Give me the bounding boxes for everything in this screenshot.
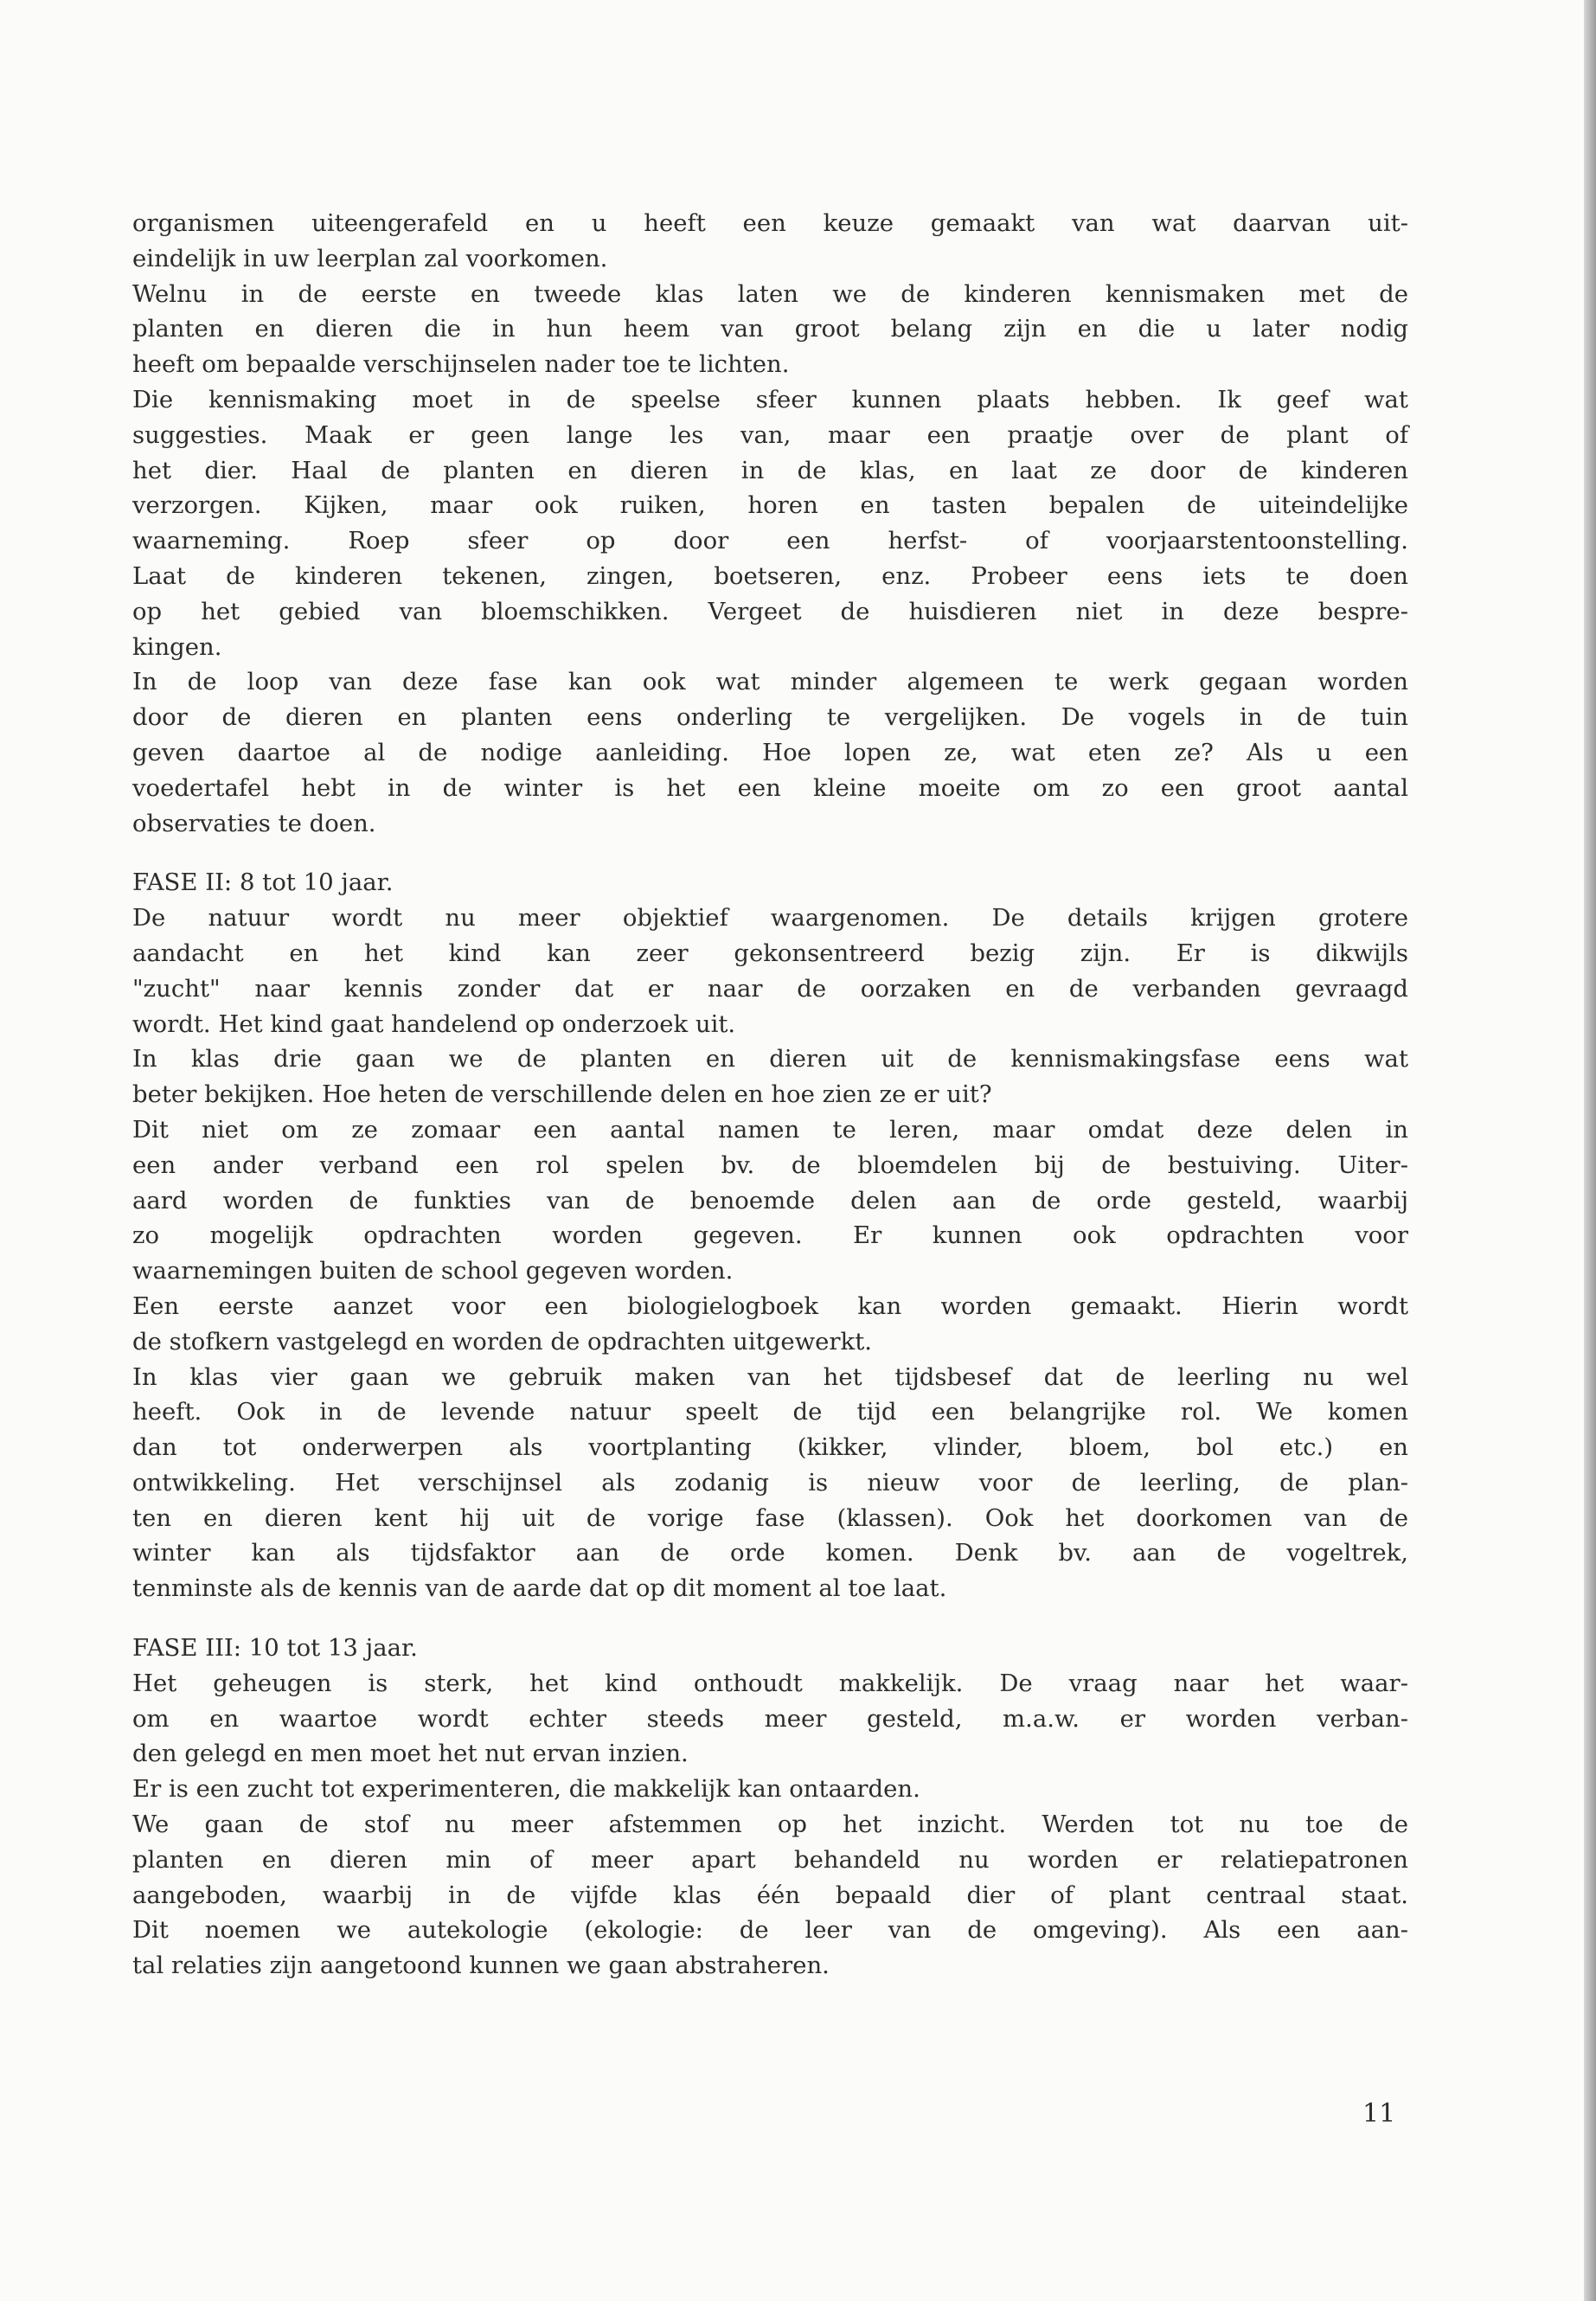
text-line: aard worden de funkties van de benoemde delen aan de orde gesteld, waarbij [132, 1186, 1408, 1215]
text-line: Dit niet om ze zomaar een aantal namen te leren, maar omdat deze delen in [132, 1115, 1408, 1144]
text-line: Het geheugen is sterk, het kind onthoudt makkelijk. De vraag naar het waar- [132, 1669, 1408, 1697]
section-heading [132, 865, 1408, 901]
text-line: aangeboden, waarbij in de vijfde klas één bepaald dier of plant centraal staat. [132, 1881, 1408, 1909]
text-line: Laat de kinderen tekenen, zingen, boetseren, enz. Probeer eens iets te doen [132, 561, 1408, 590]
text-line: planten en dieren die in hun heem van groot belang zijn en die u later nodig [132, 315, 1408, 343]
text-line: Een eerste aanzet voor een biologielogboek kan worden gemaakt. Hierin wordt [132, 1292, 1408, 1320]
text-line: We gaan de stof nu meer afstemmen op het inzicht. Werden tot nu toe de [132, 1811, 1408, 1839]
text-line: den gelegd en men moet het nut ervan inzien. [132, 1740, 689, 1768]
text-line: tenminste als de kennis van de aarde dat op dit moment al toe laat. [132, 1574, 947, 1603]
text-line: In de loop van deze fase kan ook wat minder algemeen te werk gegaan worden [132, 668, 1408, 696]
text-line: In klas vier gaan we gebruik maken van het tijdsbesef dat de leerling nu wel [132, 1362, 1408, 1391]
text-line: De natuur wordt nu meer objektief waargenomen. De details krijgen grotere [132, 904, 1408, 933]
paragraph [132, 1289, 1408, 1360]
paragraph [132, 1360, 1408, 1607]
text-line: Dit noemen we autekologie (ekologie: de leer van de omgeving). Als een aan- [132, 1916, 1408, 1945]
text-line: winter kan als tijdsfaktor aan de orde komen. Denk bv. aan de vogeltrek, [132, 1539, 1408, 1567]
text-line: FASE II: 8 tot 10 jaar. [132, 868, 394, 897]
text-line: het dier. Haal de planten en dieren in de klas, en laat ze door de kinderen [132, 456, 1408, 484]
text-line: ontwikkeling. Het verschijnsel als zodanig is nieuw voor de leerling, de plan- [132, 1468, 1408, 1497]
section-gap [132, 841, 1408, 865]
text-line: geven daartoe al de nodige aanleiding. Hoe lopen ze, wat eten ze? Als u een [132, 738, 1408, 766]
paragraph [132, 1666, 1408, 1772]
text-line: dan tot onderwerpen als voortplanting (kikker, vlinder, bloem, bol etc.) en [132, 1433, 1408, 1462]
text-line: Welnu in de eerste en tweede klas laten we de kinderen kennismaken met de [132, 279, 1408, 308]
text-line: de stofkern vastgelegd en worden de opdrachten uitgewerkt. [132, 1327, 873, 1356]
paragraph [132, 1807, 1408, 1984]
text-line: om en waartoe wordt echter steeds meer gesteld, m.a.w. er worden verban- [132, 1704, 1408, 1733]
text-line: ten en dieren kent hij uit de vorige fase (klassen). Ook het doorkomen van de [132, 1503, 1408, 1532]
paragraph [132, 901, 1408, 1042]
text-line: kingen. [132, 632, 222, 661]
body-text [132, 206, 1408, 1984]
text-line: "zucht" naar kennis zonder dat er naar de oorzaken en de verbanden gevraagd [132, 974, 1408, 1003]
section-gap [132, 1606, 1408, 1631]
text-line: verzorgen. Kijken, maar ook ruiken, horen en tasten bepalen de uiteindelijke [132, 491, 1408, 520]
text-line: In klas drie gaan we de planten en dieren uit de kennismakingsfase eens wat [132, 1045, 1408, 1074]
text-line: planten en dieren min of meer apart behandeld nu worden er relatiepatronen [132, 1845, 1408, 1874]
text-line: door de dieren en planten eens onderling te vergelijken. De vogels in de tuin [132, 703, 1408, 732]
paragraph [132, 206, 1408, 277]
text-line: Er is een zucht tot experimenteren, die makkelijk kan ontaarden. [132, 1775, 920, 1804]
text-line: eindelijk in uw leerplan zal voorkomen. [132, 244, 608, 272]
text-line: waarneming. Roep sfeer op door een herfst- of voorjaarstentoonstelling. [132, 527, 1408, 555]
page-edge-shadow [1584, 0, 1596, 2301]
text-line: beter bekijken. Hoe heten de verschillende delen en hoe zien ze er uit? [132, 1080, 992, 1109]
text-line: Die kennismaking moet in de speelse sfeer kunnen plaats hebben. Ik geef wat [132, 385, 1408, 413]
text-line: FASE III: 10 tot 13 jaar. [132, 1634, 418, 1663]
text-line: wordt. Het kind gaat handelend op onderzoek uit. [132, 1009, 736, 1038]
paragraph [132, 1042, 1408, 1112]
text-line: heeft om bepaalde verschijnselen nader toe te lichten. [132, 350, 790, 379]
text-line: tal relaties zijn aangetoond kunnen we gaan abstraheren. [132, 1952, 830, 1980]
text-line: waarnemingen buiten de school gegeven worden. [132, 1257, 734, 1285]
text-line: een ander verband een rol spelen bv. de bloemdelen bij de bestuiving. Uiter- [132, 1150, 1408, 1179]
text-line: op het gebied van bloemschikken. Vergeet de huisdieren niet in deze bespre- [132, 597, 1408, 625]
text-line: heeft. Ook in de levende natuur speelt de tijd een belangrijke rol. We komen [132, 1398, 1408, 1426]
paragraph [132, 277, 1408, 382]
page-number: 11 [1362, 2099, 1396, 2129]
paragraph [132, 382, 1408, 664]
text-line: observaties te doen. [132, 809, 376, 837]
text-line: voedertafel hebt in de winter is het een kleine moeite om zo een groot aantal [132, 773, 1408, 802]
text-line: zo mogelijk opdrachten worden gegeven. Er kunnen ook opdrachten voor [132, 1221, 1408, 1250]
paragraph [132, 1112, 1408, 1289]
text-line: aandacht en het kind kan zeer gekonsentreerd bezig zijn. Er is dikwijls [132, 939, 1408, 967]
text-line: organismen uiteengerafeld en u heeft een keuze gemaakt van wat daarvan uit- [132, 209, 1408, 237]
section-heading [132, 1631, 1408, 1666]
paragraph [132, 1772, 1408, 1807]
text-line: suggesties. Maak er geen lange les van, maar een praatje over de plant of [132, 420, 1408, 449]
paragraph [132, 664, 1408, 841]
